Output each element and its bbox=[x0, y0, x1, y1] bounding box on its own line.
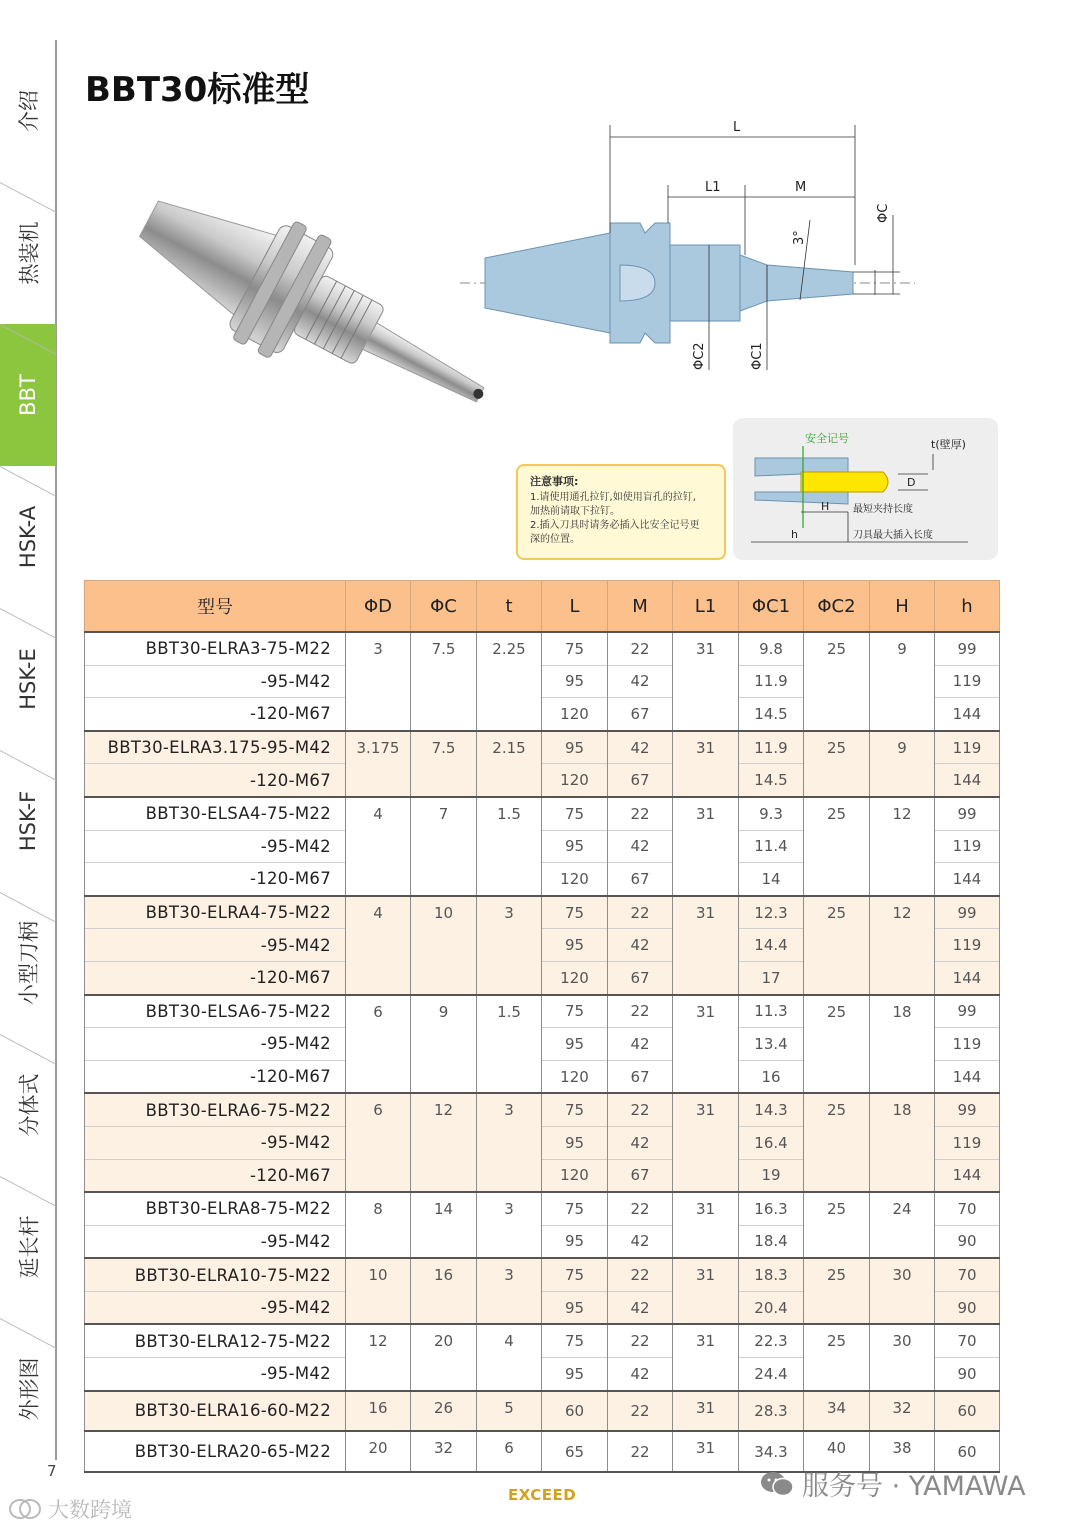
spec-cell-c1: 16.3 bbox=[739, 1192, 804, 1225]
spec-cell-l: 60 bbox=[542, 1391, 608, 1432]
spec-cell-m: 22 bbox=[608, 995, 673, 1028]
spec-cell-c: 16 bbox=[411, 1258, 477, 1324]
dim-C1: ΦC1 bbox=[750, 342, 765, 370]
spec-cell-h-small: 144 bbox=[935, 764, 1000, 797]
spec-cell-c2: 25 bbox=[804, 731, 870, 797]
spec-cell-h-small: 60 bbox=[935, 1431, 1000, 1472]
spec-cell-h-small: 119 bbox=[935, 731, 1000, 764]
sidebar-tab-label: HSK-E bbox=[16, 648, 41, 710]
spec-cell-l: 120 bbox=[542, 863, 608, 896]
spec-cell-h-small: 144 bbox=[935, 961, 1000, 994]
spec-cell-l: 120 bbox=[542, 698, 608, 731]
notice-line: 加热前请取下拉钉。 bbox=[530, 506, 620, 517]
table-header-cell: ΦC2 bbox=[804, 581, 870, 633]
spec-cell-c1: 11.4 bbox=[739, 830, 804, 863]
model-cell: -120-M67 bbox=[85, 1159, 346, 1192]
table-row bbox=[85, 1192, 1000, 1225]
sidebar-tab-label: 小型刀柄 bbox=[17, 921, 41, 1005]
table-header-cell: ΦC1 bbox=[739, 581, 804, 633]
sidebar-tab-label: 延长杆 bbox=[17, 1215, 41, 1279]
spec-cell-h-small: 144 bbox=[935, 698, 1000, 731]
sidebar-tab-label: BBT bbox=[16, 374, 40, 416]
wechat-icon bbox=[760, 1470, 794, 1498]
spec-cell-l1: 31 bbox=[673, 1258, 739, 1324]
spec-cell-t: 3 bbox=[477, 896, 542, 995]
spec-cell-c1: 28.3 bbox=[739, 1391, 804, 1432]
spec-cell-h-small: 119 bbox=[935, 830, 1000, 863]
spec-cell-l: 95 bbox=[542, 731, 608, 764]
spec-cell-t: 3 bbox=[477, 1258, 542, 1324]
spec-cell-h: 30 bbox=[870, 1258, 935, 1324]
spec-cell-l: 120 bbox=[542, 1159, 608, 1192]
spec-cell-t: 3 bbox=[477, 1093, 542, 1192]
spec-cell-c2: 25 bbox=[804, 1093, 870, 1192]
spec-cell-h: 18 bbox=[870, 995, 935, 1094]
model-cell: -95-M42 bbox=[85, 929, 346, 962]
spec-cell-c2: 25 bbox=[804, 632, 870, 731]
spec-cell-l: 95 bbox=[542, 929, 608, 962]
spec-cell-c: 26 bbox=[411, 1391, 477, 1432]
spec-cell-l: 95 bbox=[542, 1358, 608, 1391]
table-row bbox=[85, 1258, 1000, 1291]
spec-cell-t: 5 bbox=[477, 1391, 542, 1432]
model-cell: -95-M42 bbox=[85, 1358, 346, 1391]
table-row bbox=[85, 797, 1000, 830]
spec-cell-h-small: 144 bbox=[935, 1159, 1000, 1192]
spec-cell-c2: 40 bbox=[804, 1431, 870, 1472]
tool-holder-photo bbox=[105, 180, 505, 480]
watermark-logo-icon bbox=[8, 1497, 42, 1521]
table-row bbox=[85, 1324, 1000, 1357]
table-row bbox=[85, 896, 1000, 929]
spec-cell-c1: 12.3 bbox=[739, 896, 804, 929]
spec-cell-l: 75 bbox=[542, 797, 608, 830]
spec-cell-c1: 16.4 bbox=[739, 1126, 804, 1159]
spec-cell-h-small: 144 bbox=[935, 863, 1000, 896]
spec-cell-c1: 13.4 bbox=[739, 1028, 804, 1061]
table-row bbox=[85, 995, 1000, 1028]
logo-text: EXCEED bbox=[508, 1486, 577, 1504]
spec-cell-h: 24 bbox=[870, 1192, 935, 1258]
spec-cell-l1: 31 bbox=[673, 1324, 739, 1390]
spec-cell-c2: 25 bbox=[804, 1324, 870, 1390]
spec-cell-h-small: 90 bbox=[935, 1291, 1000, 1324]
model-cell: BBT30-ELRA12-75-M22 bbox=[85, 1324, 346, 1357]
spec-cell-c1: 11.3 bbox=[739, 995, 804, 1028]
spec-cell-h: 32 bbox=[870, 1391, 935, 1432]
sidebar-tab[interactable] bbox=[0, 324, 56, 466]
spec-cell-l: 95 bbox=[542, 830, 608, 863]
spec-cell-c1: 17 bbox=[739, 961, 804, 994]
dim-M: M bbox=[795, 180, 807, 195]
spec-cell-l: 95 bbox=[542, 665, 608, 698]
spec-cell-h: 30 bbox=[870, 1324, 935, 1390]
model-cell: BBT30-ELRA10-75-M22 bbox=[85, 1258, 346, 1291]
spec-cell-c2: 25 bbox=[804, 995, 870, 1094]
spec-cell-l: 75 bbox=[542, 896, 608, 929]
table-header-cell: L1 bbox=[673, 581, 739, 633]
spec-cell-d: 12 bbox=[346, 1324, 411, 1390]
spec-cell-c1: 11.9 bbox=[739, 665, 804, 698]
spec-cell-l: 95 bbox=[542, 1225, 608, 1258]
spec-cell-c: 9 bbox=[411, 995, 477, 1094]
spec-cell-d: 16 bbox=[346, 1391, 411, 1432]
spec-cell-h: 9 bbox=[870, 632, 935, 731]
notice-line: 深的位置。 bbox=[530, 534, 580, 545]
table-header-cell: 型号 bbox=[85, 581, 346, 633]
spec-cell-h-small: 70 bbox=[935, 1192, 1000, 1225]
dim-C2: ΦC2 bbox=[692, 342, 707, 370]
spec-cell-h-small: 119 bbox=[935, 1028, 1000, 1061]
spec-cell-m: 42 bbox=[608, 1291, 673, 1324]
model-cell: BBT30-ELSA4-75-M22 bbox=[85, 797, 346, 830]
sidebar-tab[interactable] bbox=[0, 608, 56, 750]
spec-cell-m: 42 bbox=[608, 1225, 673, 1258]
spec-cell-h-small: 99 bbox=[935, 797, 1000, 830]
spec-cell-c: 20 bbox=[411, 1324, 477, 1390]
spec-cell-h-small: 144 bbox=[935, 1060, 1000, 1093]
spec-cell-m: 22 bbox=[608, 797, 673, 830]
model-cell: -95-M42 bbox=[85, 665, 346, 698]
exceed-logo bbox=[508, 1486, 576, 1504]
section-sidebar bbox=[0, 40, 56, 1460]
sidebar-tab[interactable] bbox=[0, 1034, 56, 1176]
spec-cell-h-small: 99 bbox=[935, 632, 1000, 665]
model-cell: BBT30-ELSA6-75-M22 bbox=[85, 995, 346, 1028]
spec-cell-m: 42 bbox=[608, 830, 673, 863]
spec-cell-l: 75 bbox=[542, 632, 608, 665]
spec-cell-c1: 11.9 bbox=[739, 731, 804, 764]
spec-cell-d: 4 bbox=[346, 797, 411, 896]
spec-cell-m: 67 bbox=[608, 764, 673, 797]
table-header-cell: M bbox=[608, 581, 673, 633]
min-clamp-label: 最短夹持长度 bbox=[853, 504, 913, 515]
model-cell: BBT30-ELRA6-75-M22 bbox=[85, 1093, 346, 1126]
spec-cell-m: 42 bbox=[608, 731, 673, 764]
spec-cell-m: 42 bbox=[608, 665, 673, 698]
page-number: 7 bbox=[47, 1462, 57, 1480]
spec-cell-h-small: 119 bbox=[935, 1126, 1000, 1159]
spec-cell-l: 95 bbox=[542, 1028, 608, 1061]
spec-cell-c1: 14.3 bbox=[739, 1093, 804, 1126]
spec-cell-m: 22 bbox=[608, 896, 673, 929]
model-cell: -95-M42 bbox=[85, 1291, 346, 1324]
spec-cell-c: 7.5 bbox=[411, 731, 477, 797]
safety-mark-label: 安全记号 bbox=[805, 432, 849, 445]
table-header-cell: L bbox=[542, 581, 608, 633]
spec-cell-h-small: 90 bbox=[935, 1358, 1000, 1391]
sidebar-tab[interactable] bbox=[0, 182, 56, 324]
watermark-left-text: 大数跨境 bbox=[48, 1498, 132, 1522]
spec-cell-l: 95 bbox=[542, 1126, 608, 1159]
spec-cell-h-small: 70 bbox=[935, 1324, 1000, 1357]
spec-cell-h: 18 bbox=[870, 1093, 935, 1192]
spec-cell-l1: 31 bbox=[673, 1093, 739, 1192]
spec-cell-c1: 22.3 bbox=[739, 1324, 804, 1357]
spec-cell-l1: 31 bbox=[673, 1192, 739, 1258]
spec-cell-c: 10 bbox=[411, 896, 477, 995]
spec-cell-d: 6 bbox=[346, 995, 411, 1094]
sidebar-tab[interactable] bbox=[0, 466, 56, 608]
spec-cell-l: 75 bbox=[542, 1258, 608, 1291]
table-header-cell: h bbox=[935, 581, 1000, 633]
spec-cell-c1: 18.4 bbox=[739, 1225, 804, 1258]
spec-cell-c2: 25 bbox=[804, 896, 870, 995]
spec-cell-c2: 25 bbox=[804, 1258, 870, 1324]
spec-cell-l: 75 bbox=[542, 1192, 608, 1225]
spec-cell-m: 22 bbox=[608, 632, 673, 665]
spec-cell-m: 42 bbox=[608, 1358, 673, 1391]
spec-cell-l: 120 bbox=[542, 961, 608, 994]
spec-table bbox=[84, 580, 1000, 1473]
spec-cell-m: 22 bbox=[608, 1258, 673, 1291]
spec-cell-c: 14 bbox=[411, 1192, 477, 1258]
spec-cell-c2: 34 bbox=[804, 1391, 870, 1432]
max-insert-label: 刀具最大插入长度 bbox=[853, 530, 933, 541]
spec-cell-m: 67 bbox=[608, 1159, 673, 1192]
model-cell: -120-M67 bbox=[85, 698, 346, 731]
spec-cell-d: 10 bbox=[346, 1258, 411, 1324]
spec-cell-h-small: 99 bbox=[935, 896, 1000, 929]
spec-cell-h-small: 99 bbox=[935, 1093, 1000, 1126]
spec-cell-c: 12 bbox=[411, 1093, 477, 1192]
table-row bbox=[85, 632, 1000, 665]
dimension-drawing bbox=[455, 115, 925, 380]
spec-cell-t: 4 bbox=[477, 1324, 542, 1390]
spec-cell-m: 67 bbox=[608, 698, 673, 731]
sidebar-tab-label: 介绍 bbox=[17, 90, 41, 132]
spec-cell-d: 4 bbox=[346, 896, 411, 995]
spec-cell-h-small: 60 bbox=[935, 1391, 1000, 1432]
spec-cell-c1: 14 bbox=[739, 863, 804, 896]
sidebar-tab-label: 热装机 bbox=[17, 221, 41, 285]
model-cell: BBT30-ELRA16-60-M22 bbox=[85, 1391, 346, 1432]
spec-cell-t: 1.5 bbox=[477, 797, 542, 896]
model-cell: -120-M67 bbox=[85, 1060, 346, 1093]
spec-cell-t: 1.5 bbox=[477, 995, 542, 1094]
sidebar-tab-label: HSK-A bbox=[16, 505, 41, 569]
page-title: BBT30标准型 bbox=[85, 70, 310, 110]
spec-cell-m: 42 bbox=[608, 1126, 673, 1159]
sidebar-tab[interactable] bbox=[0, 1176, 56, 1318]
spec-cell-c1: 14.5 bbox=[739, 698, 804, 731]
spec-cell-c1: 9.3 bbox=[739, 797, 804, 830]
spec-cell-c1: 20.4 bbox=[739, 1291, 804, 1324]
sidebar-tab-label: HSK-F bbox=[16, 790, 41, 852]
notice-line: 2.插入刀具时请务必插入比安全记号更 bbox=[530, 520, 700, 531]
spec-cell-h: 12 bbox=[870, 896, 935, 995]
wall-label: t(壁厚) bbox=[931, 438, 966, 451]
spec-cell-c2: 25 bbox=[804, 797, 870, 896]
model-cell: -120-M67 bbox=[85, 961, 346, 994]
watermark-right-text: 服务号 · YAMAWA bbox=[802, 1471, 1026, 1502]
model-cell: BBT30-ELRA3-75-M22 bbox=[85, 632, 346, 665]
dim-angle: 3° bbox=[792, 230, 807, 245]
spec-cell-l: 65 bbox=[542, 1431, 608, 1472]
spec-cell-l1: 31 bbox=[673, 896, 739, 995]
h-upper-label: H bbox=[821, 500, 830, 513]
model-cell: -95-M42 bbox=[85, 1225, 346, 1258]
model-cell: BBT30-ELRA4-75-M22 bbox=[85, 896, 346, 929]
spec-cell-l1: 31 bbox=[673, 632, 739, 731]
spec-cell-d: 8 bbox=[346, 1192, 411, 1258]
spec-cell-m: 22 bbox=[608, 1324, 673, 1357]
h-lower-label: h bbox=[791, 528, 798, 541]
spec-cell-t: 2.25 bbox=[477, 632, 542, 731]
spec-cell-c: 7.5 bbox=[411, 632, 477, 731]
sidebar-tab-label: 外形图 bbox=[17, 1357, 41, 1421]
spec-cell-c2: 25 bbox=[804, 1192, 870, 1258]
table-header-cell: ΦC bbox=[411, 581, 477, 633]
spec-cell-m: 67 bbox=[608, 961, 673, 994]
spec-cell-m: 22 bbox=[608, 1391, 673, 1432]
spec-cell-h-small: 99 bbox=[935, 995, 1000, 1028]
notice-title: 注意事项: bbox=[530, 475, 579, 488]
spec-cell-c: 7 bbox=[411, 797, 477, 896]
spec-cell-c1: 14.5 bbox=[739, 764, 804, 797]
notice-line: 1.请使用通孔拉钉,如使用盲孔的拉钉, bbox=[530, 492, 696, 503]
table-header-cell: ΦD bbox=[346, 581, 411, 633]
spec-cell-l: 95 bbox=[542, 1291, 608, 1324]
notice-box bbox=[516, 464, 726, 560]
spec-cell-l1: 31 bbox=[673, 797, 739, 896]
spec-cell-m: 22 bbox=[608, 1093, 673, 1126]
spec-cell-t: 6 bbox=[477, 1431, 542, 1472]
sidebar-tab-label: 分体式 bbox=[17, 1073, 41, 1137]
spec-cell-h-small: 70 bbox=[935, 1258, 1000, 1291]
model-cell: BBT30-ELRA8-75-M22 bbox=[85, 1192, 346, 1225]
spec-cell-l1: 31 bbox=[673, 1391, 739, 1432]
spec-cell-l: 120 bbox=[542, 764, 608, 797]
model-cell: BBT30-ELRA3.175-95-M42 bbox=[85, 731, 346, 764]
watermark-right bbox=[760, 1464, 1026, 1503]
dim-L1: L1 bbox=[705, 180, 721, 195]
sidebar-tab[interactable] bbox=[0, 1318, 56, 1460]
model-cell: -95-M42 bbox=[85, 830, 346, 863]
spec-cell-d: 6 bbox=[346, 1093, 411, 1192]
spec-cell-h-small: 119 bbox=[935, 665, 1000, 698]
model-cell: -120-M67 bbox=[85, 863, 346, 896]
spec-cell-c1: 18.3 bbox=[739, 1258, 804, 1291]
model-cell: -95-M42 bbox=[85, 1028, 346, 1061]
spec-cell-c1: 9.8 bbox=[739, 632, 804, 665]
spec-cell-c1: 24.4 bbox=[739, 1358, 804, 1391]
spec-cell-h: 12 bbox=[870, 797, 935, 896]
table-header-cell: t bbox=[477, 581, 542, 633]
spec-cell-m: 22 bbox=[608, 1431, 673, 1472]
spec-cell-d: 20 bbox=[346, 1431, 411, 1472]
spec-cell-m: 42 bbox=[608, 1028, 673, 1061]
watermark-left bbox=[8, 1494, 132, 1524]
spec-cell-h-small: 90 bbox=[935, 1225, 1000, 1258]
model-cell: BBT30-ELRA20-65-M22 bbox=[85, 1431, 346, 1472]
spec-cell-l: 75 bbox=[542, 995, 608, 1028]
spec-cell-t: 3 bbox=[477, 1192, 542, 1258]
sidebar-tab[interactable] bbox=[0, 750, 56, 892]
spec-cell-m: 42 bbox=[608, 929, 673, 962]
sidebar-tab[interactable] bbox=[0, 40, 56, 182]
spec-cell-m: 22 bbox=[608, 1192, 673, 1225]
spec-cell-l: 75 bbox=[542, 1093, 608, 1126]
table-header-cell: H bbox=[870, 581, 935, 633]
spec-cell-d: 3 bbox=[346, 632, 411, 731]
table-row bbox=[85, 1093, 1000, 1126]
spec-cell-l: 120 bbox=[542, 1060, 608, 1093]
d-label: D bbox=[907, 476, 916, 489]
spec-cell-c1: 19 bbox=[739, 1159, 804, 1192]
spec-cell-l1: 31 bbox=[673, 995, 739, 1094]
dim-C: ΦC bbox=[876, 203, 891, 223]
spec-cell-c: 32 bbox=[411, 1431, 477, 1472]
spec-cell-m: 67 bbox=[608, 1060, 673, 1093]
table-row bbox=[85, 1391, 1000, 1432]
spec-cell-h-small: 119 bbox=[935, 929, 1000, 962]
model-cell: -120-M67 bbox=[85, 764, 346, 797]
spec-cell-l: 75 bbox=[542, 1324, 608, 1357]
spec-cell-c1: 34.3 bbox=[739, 1431, 804, 1472]
spec-cell-t: 2.15 bbox=[477, 731, 542, 797]
spec-cell-m: 67 bbox=[608, 863, 673, 896]
spec-cell-c1: 16 bbox=[739, 1060, 804, 1093]
sidebar-tab[interactable] bbox=[0, 892, 56, 1034]
spec-cell-d: 3.175 bbox=[346, 731, 411, 797]
dim-L: L bbox=[733, 120, 741, 135]
spec-cell-l1: 31 bbox=[673, 731, 739, 797]
spec-cell-c1: 14.4 bbox=[739, 929, 804, 962]
model-cell: -95-M42 bbox=[85, 1126, 346, 1159]
spec-cell-l1: 31 bbox=[673, 1431, 739, 1472]
spec-cell-h: 9 bbox=[870, 731, 935, 797]
spec-cell-h: 38 bbox=[870, 1431, 935, 1472]
table-row bbox=[85, 731, 1000, 764]
safety-mark-diagram bbox=[733, 418, 998, 560]
